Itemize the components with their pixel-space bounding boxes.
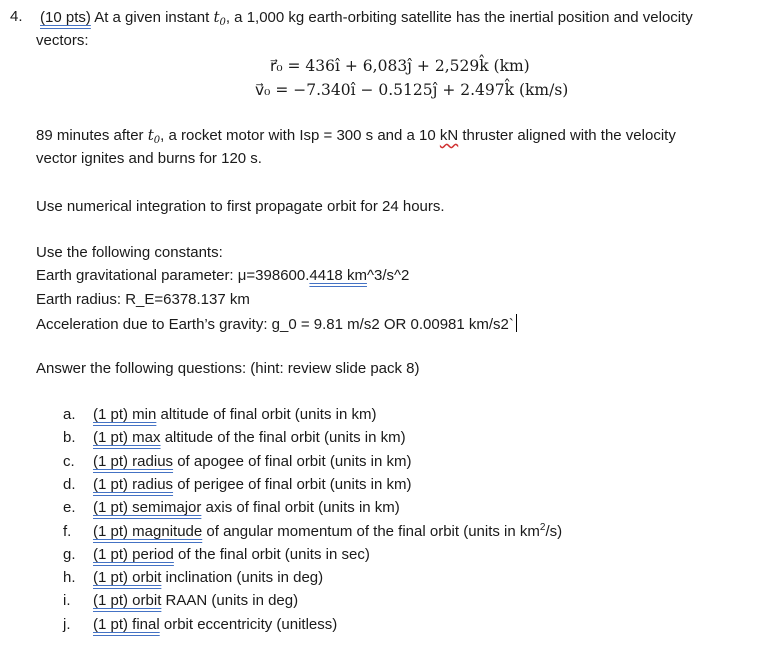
- question-letter: f.: [63, 523, 72, 540]
- question-rest: of angular momentum of the final orbit (units in $km^2/s$): [202, 522, 563, 540]
- question-rest: of the final orbit (units in sec): [173, 546, 370, 563]
- question-points-key: (1 pt) orbit: [93, 569, 162, 586]
- burn-description-line1: 89 minutes after $t_0$, a rocket motor with Isp = 300 s and a 10 kN thruster aligned with the velocity: [36, 126, 676, 146]
- question-text: [93, 591, 298, 611]
- question-letter: a.: [63, 406, 76, 423]
- constant-earth-radius: Earth radius: R_E=6378.137 km: [36, 291, 250, 308]
- question-letter: i.: [63, 592, 71, 609]
- question-text: [93, 405, 376, 425]
- question-points-key: (1 pt) radius: [93, 476, 174, 493]
- question-letter: g.: [63, 546, 76, 563]
- question-rest: inclination (units in deg): [161, 569, 324, 586]
- question-text: [93, 475, 412, 495]
- question-letter: j.: [63, 616, 71, 633]
- question-points-key: (1 pt) max: [93, 429, 161, 446]
- question-points-key: (1 pt) final: [93, 616, 160, 633]
- constants-heading: Use the following constants:: [36, 244, 223, 261]
- question-text: [93, 568, 323, 588]
- question-letter: d.: [63, 476, 76, 493]
- burn-description-line2: vector ignites and burns for 120 s.: [36, 150, 262, 167]
- mu-underlined: 4418 km: [309, 267, 367, 284]
- t0-symbol: $t_0$: [213, 8, 226, 28]
- question-points-key: (1 pt) min: [93, 406, 157, 423]
- question-points-key: (1 pt) orbit: [93, 592, 162, 609]
- question-points-key: (1 pt) semimajor: [93, 499, 202, 516]
- text-cursor: [516, 314, 517, 332]
- problem-points: (10 pts): [40, 9, 91, 26]
- question-points-key: (1 pt) period: [93, 546, 174, 563]
- answer-heading: Answer the following questions: (hint: review slide pack 8): [36, 360, 420, 377]
- question-text: [93, 545, 370, 565]
- question-rest: altitude of the final orbit (units in km): [160, 429, 406, 446]
- question-text: [93, 452, 412, 472]
- position-vector-equation: r⃗₀ = 436ı̂ + 6,083ȷ̂ + 2,529k̂ (km): [270, 57, 530, 75]
- problem-number: 4.: [10, 8, 23, 25]
- problem-intro-line2: vectors:: [36, 32, 89, 49]
- question-points-key: (1 pt) magnitude: [93, 523, 203, 540]
- problem-intro-line1: [40, 7, 693, 28]
- velocity-vector-equation: v⃗₀ = −7.340ı̂ − 0.5125ȷ̂ + 2.497k̂ (km/s): [255, 81, 569, 99]
- t0-symbol-2: $t_0$: [147, 126, 161, 146]
- question-rest: orbit eccentricity (unitless): [159, 616, 338, 633]
- question-letter: c.: [63, 453, 75, 470]
- intro-text-b: , a 1,000 kg earth-orbiting satellite has the inertial position and velocity: [225, 9, 693, 26]
- question-rest: RAAN (units in deg): [161, 592, 299, 609]
- question-text: [93, 522, 562, 542]
- question-text: [93, 428, 406, 448]
- kn-unit: kN: [439, 127, 459, 144]
- constant-mu: Earth gravitational parameter: μ=398600.4418 km^3/s^2: [36, 267, 410, 284]
- question-text: [93, 498, 400, 518]
- question-letter: e.: [63, 499, 76, 516]
- question-points-key: (1 pt) radius: [93, 453, 174, 470]
- question-rest: of perigee of final orbit (units in km): [173, 476, 412, 493]
- question-letter: h.: [63, 569, 76, 586]
- question-rest: altitude of final orbit (units in km): [156, 406, 377, 423]
- question-rest: axis of final orbit (units in km): [201, 499, 400, 516]
- instruction-text: Use numerical integration to first propagate orbit for 24 hours.: [36, 198, 445, 215]
- question-rest: of apogee of final orbit (units in km): [173, 453, 412, 470]
- question-letter: b.: [63, 429, 76, 446]
- question-text: [93, 615, 337, 635]
- constant-gravity[interactable]: Acceleration due to Earth’s gravity: g_0 = 9.81 m/s2 OR 0.00981 km/s2`: [36, 314, 517, 335]
- intro-text-a: At a given instant: [90, 9, 214, 26]
